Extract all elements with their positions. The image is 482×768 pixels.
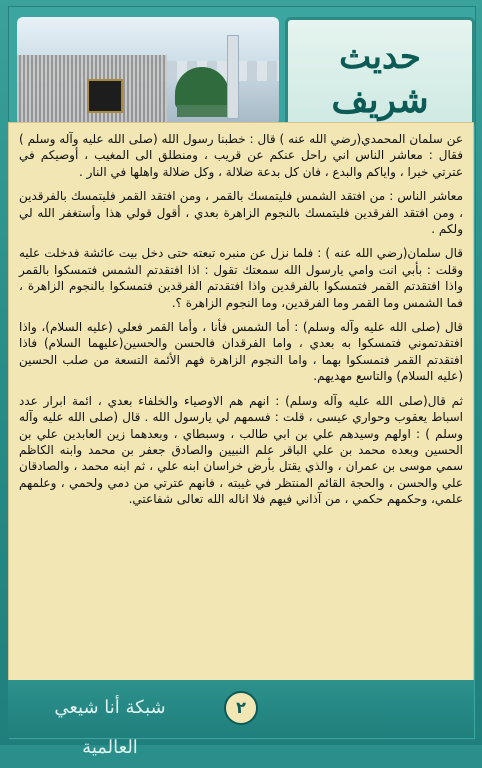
paragraph-4: قال (صلى الله عليه وآله وسلم) : أما الشمس فأنا ، وأما القمر فعلي (عليه السلام)، واذا افتقدتموني فتمسكوا به بعدي ، واما الفرقدان فالحسن والحسين(عليهما السلام) فاذا افتقدتم القمر فتمسكوا بهما ، واما النجوم الزاهرة فهم الأئمة التسعة من صلب الحسين (عليه السلام) والتاسع مهديهم. bbox=[19, 320, 463, 384]
paragraph-1: عن سلمان المحمدي(رضي الله عنه ) قال : خطبنا رسول الله (صلى الله عليه وآله وسلم ) فقال : معاشر الناس اني راحل عنكم عن قريب ، ومنطلق الى المغيب ، أوصيكم في عترتي خيرا ، واياكم والبدع ، فان كل بدعة ضلالة ، وكل ضلالة واهلها في النار . bbox=[19, 132, 463, 179]
paragraph-5: ثم قال(صلى الله عليه وآله وسلم) : انهم هم الاوصياء والخلفاء بعدي ، ائمة ابرار عدد اسباط يعقوب وحواري عيسى ، قلت : فسمهم لي يارسول الله . قال (صلى الله عليه وآله وسلم ) : اولهم وسيدهم علي بن ابي طالب ، وسبطاي ، وبعدهما زين العابدين علي بن الحسين وبعده محمد بن علي الباقر علم النبيين والصادق جعفر بن محمد وابنه الكاظم سمي موسى بن عمران ، والذي يقتل بأرض خراسان ابنه علي ، ثم ابنه محمد ، والصادقان علي والحسن ، والحجة القائم المنتظر في غيبته ، فانهم عترتي من دمي ولحمي ، وعلمهم علمي، وحكمهم حكمي ، من آذاني فيهم فلا اناله الله تعالى شفاعتي. bbox=[19, 393, 463, 507]
header-photo bbox=[17, 17, 279, 125]
kaaba-image bbox=[87, 79, 123, 113]
site-logo: شبكة أنا شيعي العالمية bbox=[54, 697, 166, 758]
minaret-image bbox=[227, 35, 239, 119]
title-line-2: شريف bbox=[331, 79, 429, 121]
page-number-badge: ٢ bbox=[224, 691, 258, 725]
hadith-text-panel bbox=[8, 122, 474, 682]
footer bbox=[8, 680, 474, 758]
title-box bbox=[285, 17, 475, 129]
paragraph-2: معاشر الناس : من افتقد الشمس فليتمسك بالقمر ، ومن افتقد القمر فليتمسك بالفرقدين ، ومن افتقد الفرقدين فليتمسك بالنجوم الزاهرة بعدي ، أقول قولي هذا وأستغفر الله لي ولكم . bbox=[19, 189, 463, 237]
dome-base bbox=[177, 105, 227, 117]
title-line-1: حديث bbox=[339, 37, 421, 77]
paragraph-3: قال سلمان(رضي الله عنه ) : فلما نزل عن منبره تبعته حتى دخل بيت عائشة فدخلت عليه وقلت : بأبي انت وامي يارسول الله سمعتك تقول : اذا افتقدتم الشمس فتمسكوا بالقمر واذا افتقدتم القمر فتمسكوا بالفرقدين واذا افتقدتم الفرقدين فتمسكوا بالنجوم الزاهرة ، فما الشمس وما القمر وما الفرقدين، وما النجوم الزاهرة ؟. bbox=[19, 246, 463, 310]
